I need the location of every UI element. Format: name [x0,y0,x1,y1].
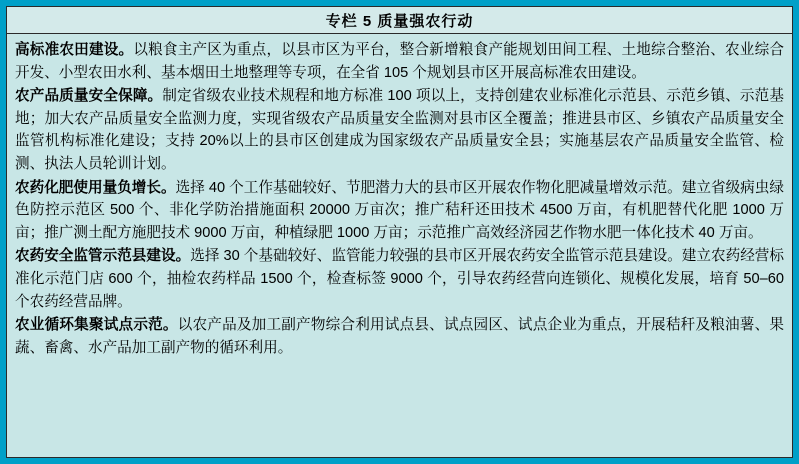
document-panel [6,6,793,458]
paragraph-lead: 农药化肥使用量负增长。 [15,179,176,196]
paragraph-product-quality-safety [15,85,784,175]
panel-title-bar [7,7,792,34]
paragraph-circular-agriculture-pilot [15,314,784,359]
paragraph-lead: 农药安全监管示范县建设。 [15,248,191,265]
paragraph-lead: 高标准农田建设。 [15,42,134,58]
page-title: 专栏 5 质量强农行动 [325,12,474,30]
paragraph-text: 制定省级农业技术规程和地方标准 100 项以上，支持创建农业标准化示范县、示范乡镇、示范基地；加大农产品质量安全监测力度，实现省级农产品质量安全监测对县市区全覆盖；推进县市区、乡镇农产品质量安全监管机构标准化建设；支持 20%以上的县市区创建成为国家级农产品质量安全县；实施基层农产品质量安全监管、检测、执法人员轮训计划。 [15,88,784,173]
paragraph-high-standard-farmland [15,39,784,84]
paragraph-lead: 农产品质量安全保障。 [15,88,163,105]
paragraph-text: 以粮食主产区为重点，以县市区为平台，整合新增粮食产能规划田间工程、土地综合整治、农业综合开发、小型农田水利、基本烟田土地整理等专项，在全省 105 个规划县市区开展高标准农田建设。 [15,42,784,81]
paragraph-text: 选择 30 个基础较好、监管能力较强的县市区开展农药安全监管示范县建设。建立农药经营标准化示范门店 600 个，抽检农药样品 1500 个，检查标签 9000 个，引导农药经营向连锁化、规模化发展，培育 50–60 个农药经营品牌。 [15,248,784,310]
paragraph-pesticide-supervision-counties [15,245,784,313]
paragraph-text: 以农产品及加工副产物综合利用试点县、试点园区、试点企业为重点，开展秸秆及粮油薯、果蔬、畜禽、水产品加工副产物的循环利用。 [15,317,784,356]
document-body [7,34,792,457]
paragraph-pesticide-fertilizer-reduction [15,177,784,245]
paragraph-text: 选择 40 个工作基础较好、节肥潜力大的县市区开展农作物化肥减量增效示范。建立省级病虫绿色防控示范区 500 个、非化学防治措施面积 20000 万亩次；推广秸秆还田技术 4500 万亩，有机肥替代化肥 1000 万亩；推广测土配方施肥技术 9000 万亩，种植绿肥 1000 万亩；示范推广高效经济园艺作物水肥一体化技术 40 万亩。 [15,179,784,241]
paragraph-lead: 农业循环集聚试点示范。 [15,317,178,334]
